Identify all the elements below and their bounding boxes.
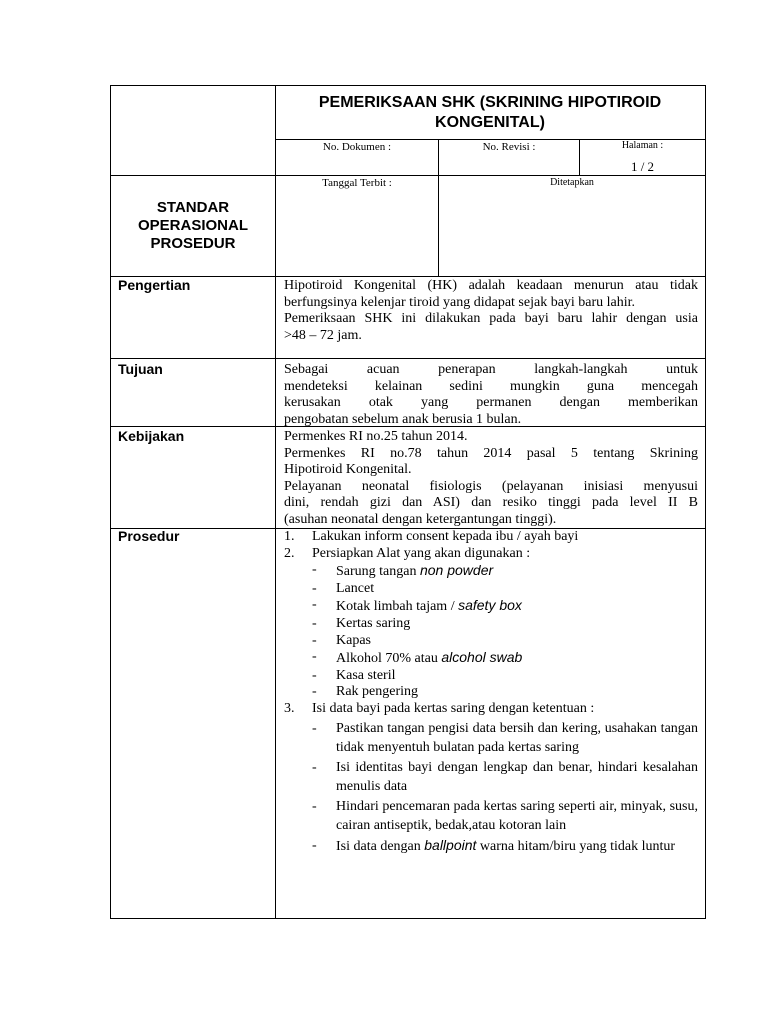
alat-item — [284, 581, 698, 598]
ketentuan-text: Pastikan tangan pengisi data bersih dan kering, usahakan tangan tidak menyentuh bulatan pada kertas saring — [336, 720, 698, 755]
alat-text: Kertas saring — [336, 615, 411, 631]
dash-bullet: - — [312, 597, 317, 613]
tanggal-terbit-label: Tanggal Terbit : — [322, 177, 392, 189]
prosedur-text — [284, 529, 698, 856]
title-line-1: PEMERIKSAAN SHK (SKRINING HIPOTIROID — [318, 94, 662, 111]
sop-row-divider — [110, 276, 705, 277]
kebijakan-line: (asuhan neonatal dengan ketergantungan tinggi). — [284, 511, 557, 527]
step-text: Lakukan inform consent kepada ibu / ayah bayi — [312, 529, 579, 544]
alat-text-italic: non powder — [419, 562, 494, 579]
no-dokumen-label: No. Dokumen : — [322, 141, 392, 153]
pengertian-divider — [110, 358, 705, 359]
tujuan-label: Tujuan — [118, 361, 163, 377]
alat-item — [284, 597, 698, 616]
alat-text: Alkohol 70% atau — [336, 651, 442, 667]
kebijakan-line: Permenkes RI no.25 tahun 2014. — [284, 429, 468, 444]
no-revisi-label: No. Revisi : — [482, 141, 536, 153]
sop-label — [110, 199, 276, 253]
kebijakan-text — [284, 429, 698, 529]
kebijakan-line: Pelayanan neonatal fisiologis (pelayanan inisiasi menyusui — [284, 478, 698, 494]
alat-item — [284, 668, 698, 685]
document-title — [276, 93, 704, 133]
tujuan-line: pengobatan sebelum anak berusia 1 bulan. — [284, 411, 522, 427]
ketentuan-text-italic: ballpoint — [424, 836, 477, 853]
sop-line-2: OPERASIONAL — [137, 217, 248, 234]
dash-bullet: - — [312, 562, 317, 578]
alat-item — [284, 562, 698, 581]
ditetapkan-label: Ditetapkan — [550, 177, 594, 188]
halaman-label: Halaman : — [621, 140, 664, 151]
kebijakan-line: Permenkes RI no.78 tahun 2014 pasal 5 tentang Skrining — [284, 445, 698, 461]
dash-bullet: - — [312, 615, 317, 631]
ketentuan-item — [284, 719, 698, 757]
pengertian-line: berfungsinya kelenjar tiroid yang didapat sejak bayi baru lahir. — [284, 294, 636, 310]
dash-bullet: - — [312, 759, 317, 775]
ketentuan-item — [284, 758, 698, 796]
ketentuan-item — [284, 797, 698, 835]
ketentuan-text: Hindari pencemaran pada kertas saring seperti air, minyak, susu, cairan antiseptik, bedak,atau kotoran lain — [336, 798, 698, 833]
pengertian-line: >48 – 72 jam. — [284, 327, 362, 343]
prosedur-step-2 — [284, 546, 698, 563]
alat-text-italic: alcohol swab — [441, 649, 523, 666]
kebijakan-line: dini, rendah gizi dan ASI) dan resiko tinggi pada level II B — [284, 495, 698, 511]
alat-item — [284, 649, 698, 668]
pengertian-label: Pengertian — [118, 277, 191, 293]
alat-text-italic: safety box — [458, 597, 522, 614]
title-line-2: KONGENITAL) — [435, 114, 545, 131]
prosedur-label: Prosedur — [118, 528, 180, 544]
dash-bullet: - — [312, 720, 317, 736]
alat-item — [284, 684, 698, 701]
sop-document — [110, 85, 706, 919]
step-text: Persiapkan Alat yang akan digunakan : — [312, 545, 531, 561]
prosedur-step-1 — [284, 529, 698, 546]
ketentuan-item — [284, 836, 698, 856]
step-number: 2. — [284, 545, 295, 561]
dash-bullet: - — [312, 667, 317, 683]
alat-text: Sarung tangan — [336, 564, 420, 580]
alat-text: Kapas — [336, 632, 371, 648]
dash-bullet: - — [312, 649, 317, 665]
step-text: Isi data bayi pada kertas saring dengan ketentuan : — [312, 700, 595, 716]
step-number: 1. — [284, 529, 295, 544]
dash-bullet: - — [312, 580, 317, 596]
alat-item — [284, 616, 698, 633]
dash-bullet: - — [312, 798, 317, 814]
tujuan-line: mendeteksi kelainan sedini mungkin guna mencegah — [284, 378, 698, 394]
dash-bullet: - — [312, 837, 317, 853]
halaman-value: 1 / 2 — [630, 159, 655, 174]
alat-text: Kotak limbah tajam / — [336, 599, 459, 615]
kebijakan-label: Kebijakan — [118, 428, 185, 444]
alat-text: Rak pengering — [336, 684, 419, 700]
prosedur-step-3 — [284, 701, 698, 718]
dash-bullet: - — [312, 684, 317, 700]
tujuan-line: Sebagai acuan penerapan langkah-langkah untuk — [284, 362, 698, 377]
ketentuan-text: warna hitam/biru yang tidak luntur — [476, 838, 676, 854]
header-col-divider-1 — [438, 139, 439, 277]
step-number: 3. — [284, 700, 295, 716]
sop-line-1: STANDAR — [156, 199, 230, 216]
tujuan-line: kerusakan otak yang permanen dengan memberikan — [284, 395, 698, 411]
pengertian-line: Pemeriksaan SHK ini dilakukan pada bayi baru lahir dengan usia — [284, 311, 698, 327]
alat-item — [284, 633, 698, 650]
pengertian-text — [284, 278, 698, 344]
tujuan-text — [284, 362, 698, 428]
kebijakan-line: Hipotiroid Kongenital. — [284, 462, 412, 478]
ketentuan-text: Isi data dengan — [336, 838, 425, 854]
dash-bullet: - — [312, 632, 317, 648]
ketentuan-text: Isi identitas bayi dengan lengkap dan benar, hindari kesalahan menulis data — [336, 759, 698, 794]
alat-text: Kasa steril — [336, 667, 396, 683]
sop-line-3: PROSEDUR — [150, 235, 236, 252]
pengertian-line: Hipotiroid Kongenital (HK) adalah keadaan menurun atau tidak — [284, 278, 698, 293]
alat-text: Lancet — [336, 580, 375, 596]
